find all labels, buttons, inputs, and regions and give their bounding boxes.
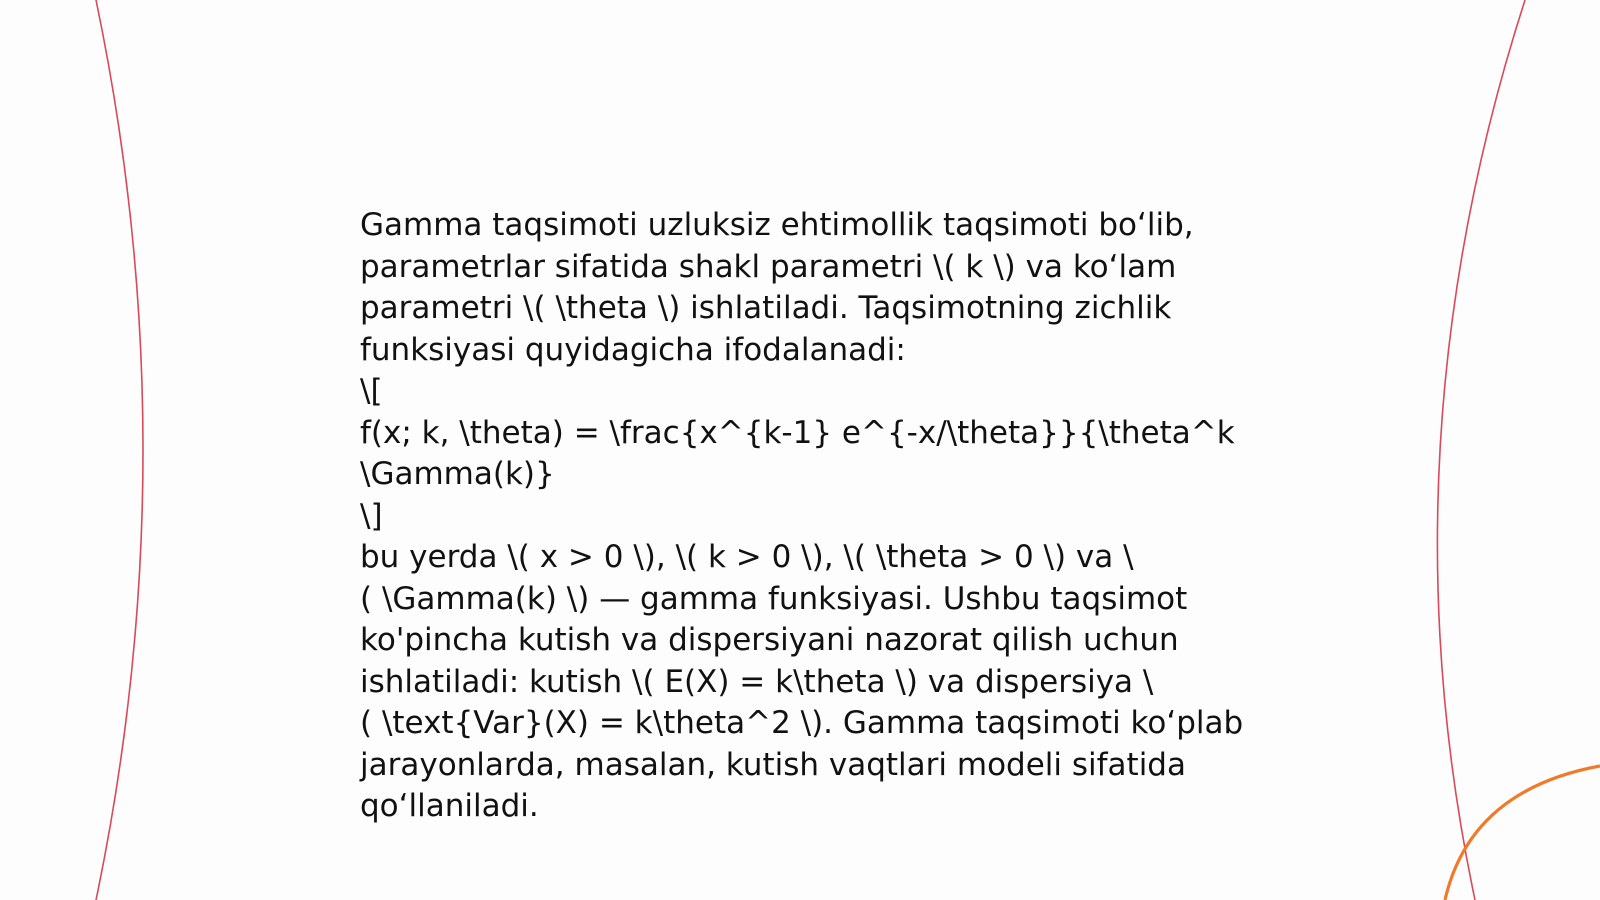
text-line: \Gamma(k)}	[360, 456, 555, 492]
text-line: \[	[360, 373, 383, 409]
text-line: funksiyasi quyidagicha ifodalanadi:	[360, 331, 906, 368]
body-text	[360, 205, 1260, 828]
text-line: ko'pincha kutish va dispersiyani nazorat qilish uchun	[360, 622, 1179, 658]
text-line: bu yerda \( x > 0 \), \( k > 0 \), \( \theta > 0 \) va \	[360, 539, 1134, 575]
orange-arc	[1445, 766, 1600, 900]
text-line: parametri \( \theta \) ishlatiladi. Taqsimotning zichlik	[360, 290, 1172, 326]
left-arc	[96, 0, 143, 900]
text-line: ( \text{Var}(X) = k\theta^2 \). Gamma taqsimoti ko‘plab	[360, 705, 1244, 741]
text-line: \]	[360, 497, 383, 534]
right-arc	[1437, 0, 1525, 900]
text-line: f(x; k, \theta) = \frac{x^{k-1} e^{-x/\theta}}{\theta^k	[360, 414, 1235, 451]
text-line: ( \Gamma(k) \) — gamma funksiyasi. Ushbu taqsimot	[360, 580, 1188, 617]
text-line: qo‘llaniladi.	[360, 788, 539, 824]
text-line: Gamma taqsimoti uzluksiz ehtimollik taqsimoti bo‘lib,	[360, 207, 1194, 243]
text-line: ishlatiladi: kutish \( E(X) = k\theta \) va dispersiya \	[360, 663, 1154, 700]
text-line: parametrlar sifatida shakl parametri \( k \) va ko‘lam	[360, 248, 1177, 285]
text-line: jarayonlarda, masalan, kutish vaqtlari modeli sifatida	[360, 746, 1186, 783]
